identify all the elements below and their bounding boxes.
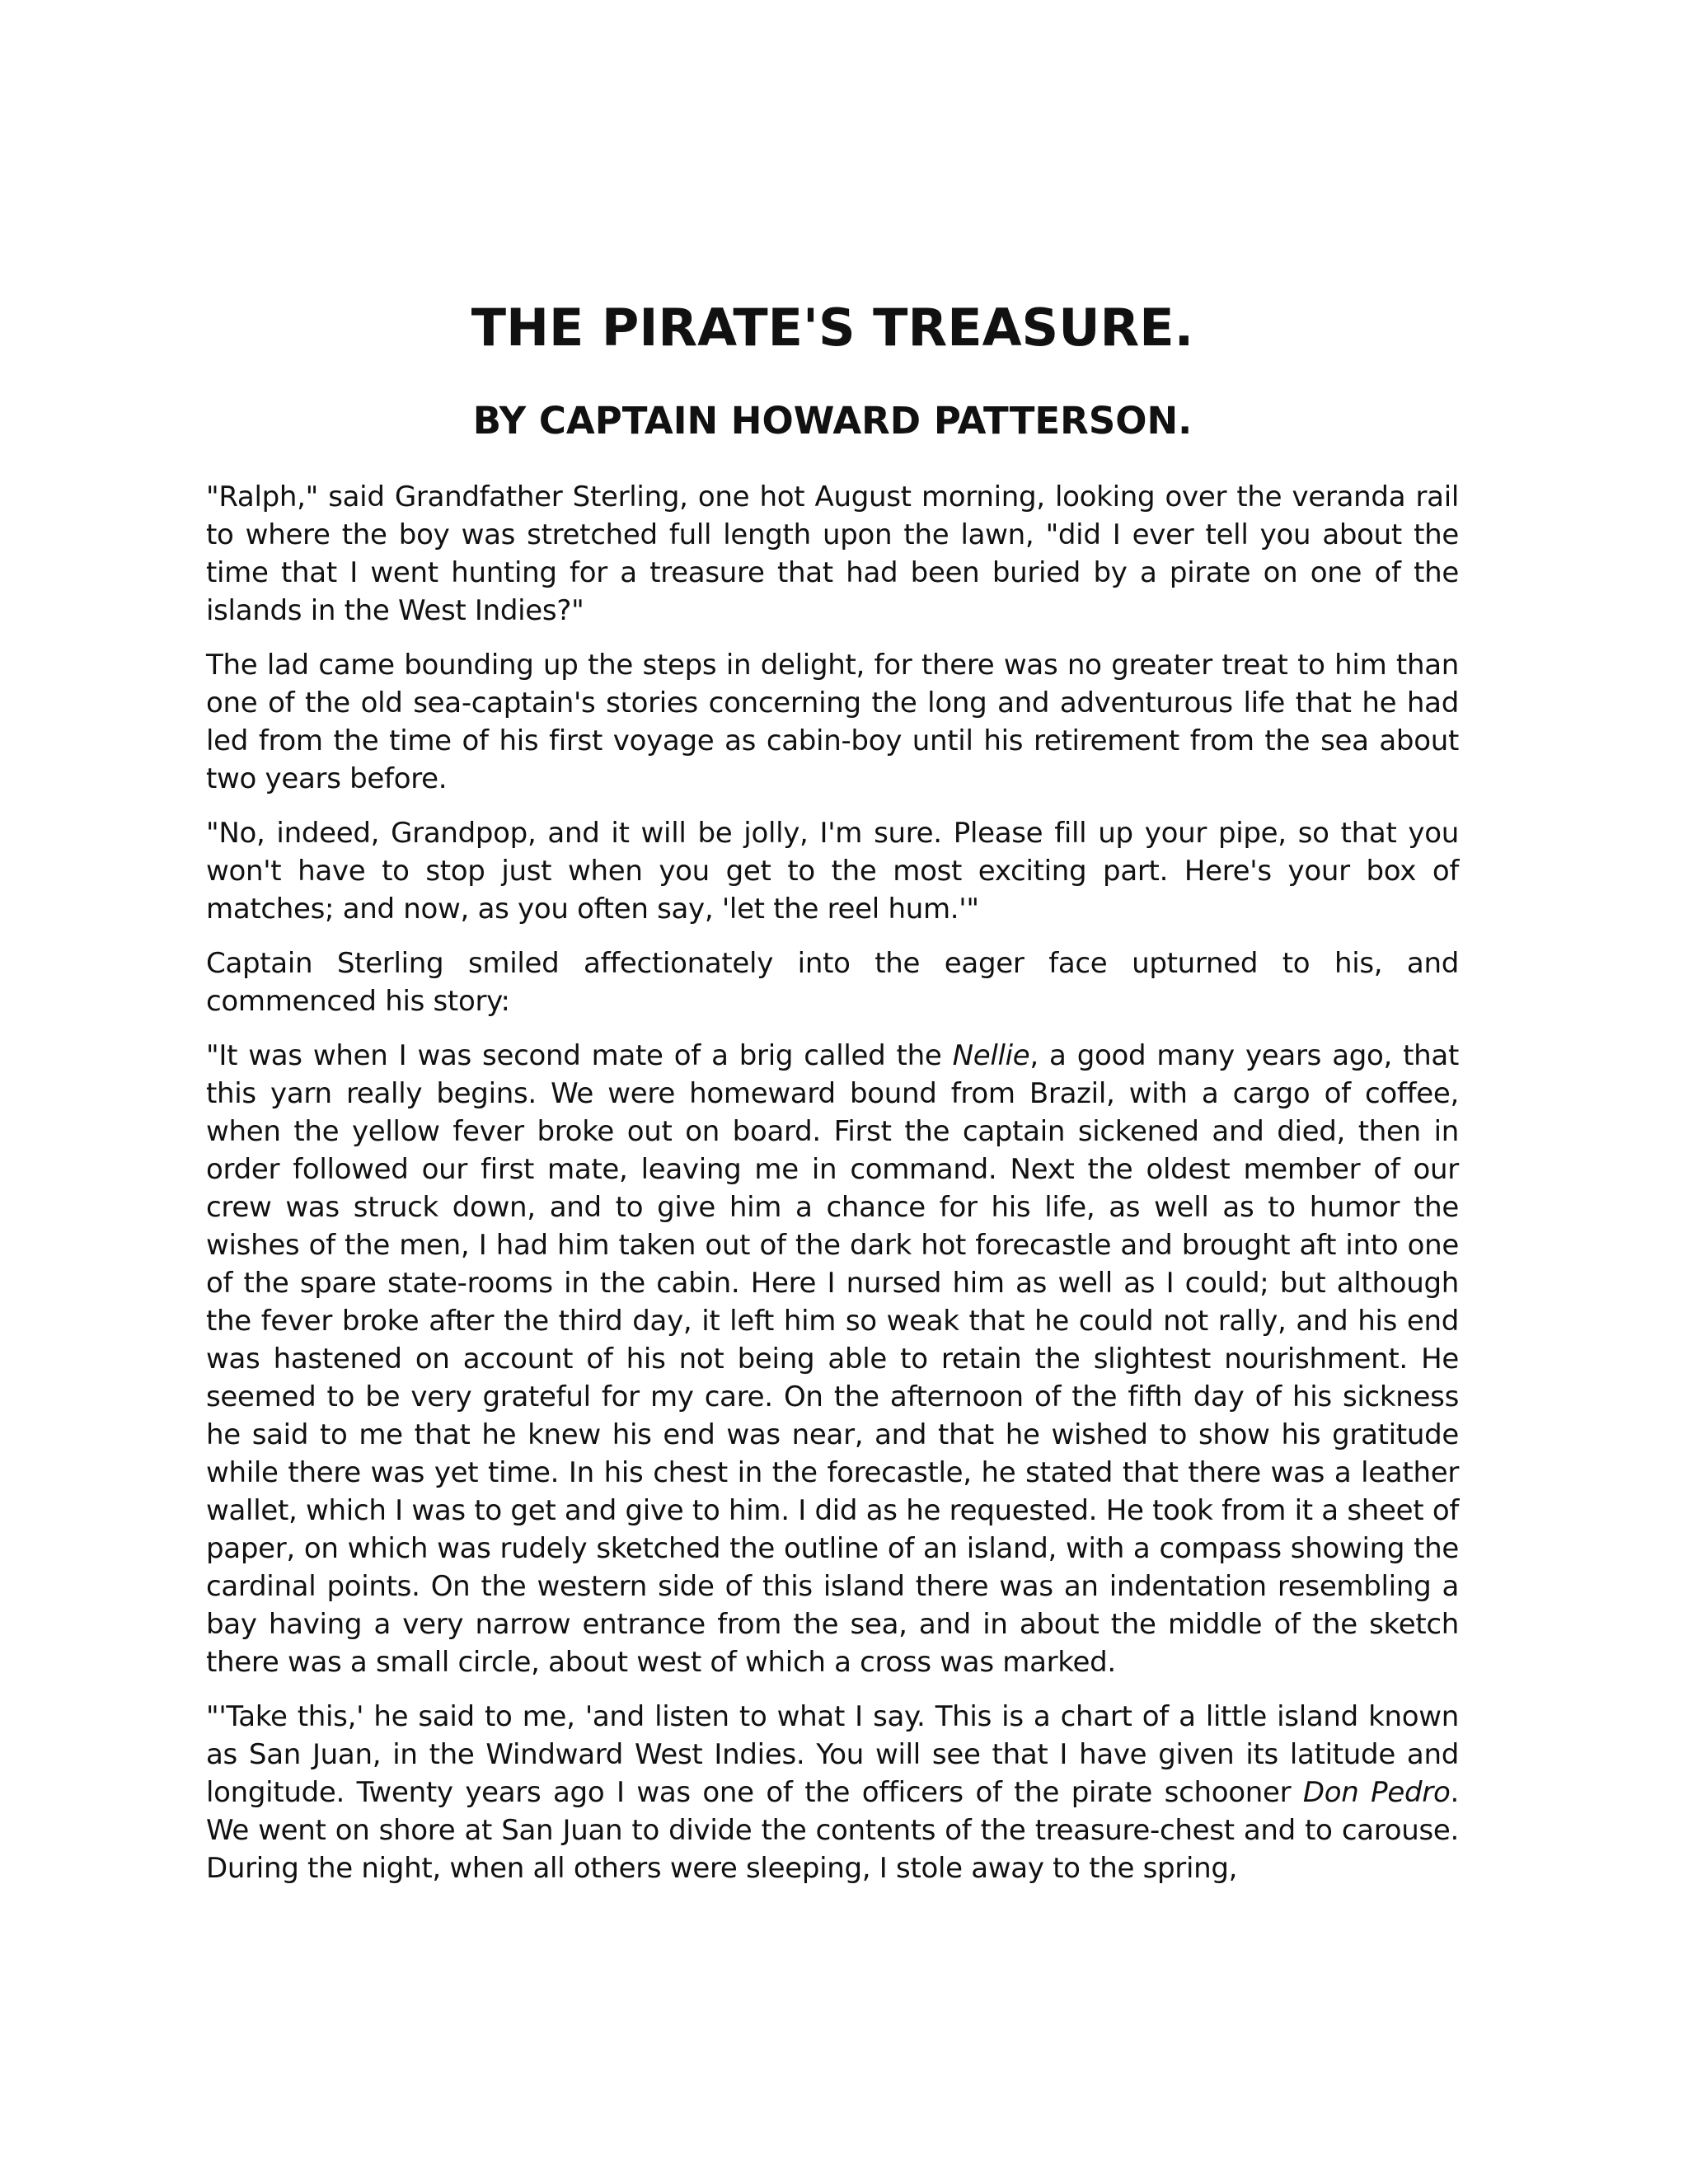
paragraph-5	[206, 1037, 1459, 1681]
paragraph-4	[206, 944, 1459, 1020]
paragraph-text: "Ralph," said Grandfather Sterling, one hot August morning, looking over the veranda rail to where the boy was stretched full length upon the lawn, "did I ever tell you about the time that I went hunting for a treasure that had been buried by a pirate on one of the islands in the West Indies?"	[206, 480, 1459, 627]
ship-name-nellie: Nellie	[952, 1039, 1030, 1072]
paragraph-text: , a good many years ago, that this yarn really begins. We were homeward bound from Brazil, with a cargo of coffee, when the yellow fever broke out on board. First the captain sickened and died, then in order followed our first mate, leaving me in command. Next the oldest member of our crew was struck down, and to give him a chance for his life, as well as to humor the wishes of the men, I had him taken out of the dark hot forecastle and brought aft into one of the spare state-rooms in the cabin. Here I nursed him as well as I could; but although the fever broke after the third day, it left him so weak that he could not rally, and his end was hastened on account of his not being able to retain the slightest nourishment. He seemed to be very grateful for my care. On the afternoon of the fifth day of his sickness he said to me that he knew his end was near, and that he wished to show his gratitude while there was yet time. In his chest in the forecastle, he stated that there was a leather wallet, which I was to get and give to him. I did as he requested. He took from it a sheet of paper, on which was rudely sketched the outline of an island, with a compass showing the cardinal points. On the western side of this island there was an indentation resembling a bay having a very narrow entrance from the sea, and in about the middle of the sketch there was a small circle, about west of which a cross was marked.	[206, 1039, 1460, 1679]
paragraph-6	[206, 1698, 1459, 1887]
paragraph-text: "'Take this,' he said to me, 'and listen to what I say. This is a chart of a little island known as San Juan, in the Windward West Indies. You will see that I have given its latitude and longitude. Twenty years ago I was one of the officers of the pirate schooner	[206, 1700, 1459, 1809]
paragraph-3	[206, 814, 1459, 928]
paragraph-text: "No, indeed, Grandpop, and it will be jolly, I'm sure. Please fill up your pipe, so that you won't have to stop just when you get to the most exciting part. Here's your box of matches; and now, as you often say, 'let the reel hum.'"	[206, 817, 1459, 926]
paragraph-1	[206, 478, 1459, 630]
story-title: THE PIRATE'S TREASURE.	[471, 298, 1194, 358]
story-body	[206, 478, 1459, 1887]
document-page	[206, 297, 1459, 1887]
paragraph-2	[206, 646, 1459, 798]
paragraph-text: . We went on shore at San Juan to divide the contents of the treasure-chest and to carouse. During the night, when all others were sleeping, I stole away to the spring,	[206, 1776, 1459, 1885]
ship-name-don-pedro: Don Pedro	[1302, 1776, 1451, 1809]
paragraph-text: The lad came bounding up the steps in delight, for there was no greater treat to him than one of the old sea-captain's stories concerning the long and adventurous life that he had led from the time of his first voyage as cabin-boy until his retirement from the sea about two years before.	[206, 649, 1459, 795]
story-byline: BY CAPTAIN HOWARD PATTERSON.	[472, 399, 1193, 443]
paragraph-text: Captain Sterling smiled affectionately into the eager face upturned to his, and commenced his story:	[206, 947, 1459, 1018]
paragraph-text: "It was when I was second mate of a brig called the	[206, 1039, 953, 1072]
